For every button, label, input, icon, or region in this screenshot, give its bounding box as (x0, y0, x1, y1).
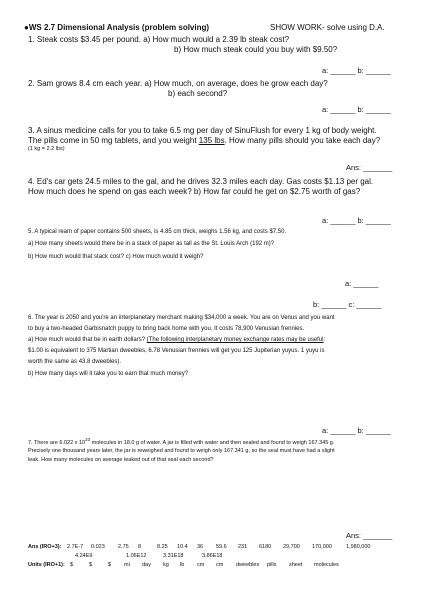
question-2-answer-blanks: a: ______ b: ______ (322, 105, 391, 114)
unit-value: $ (89, 562, 93, 568)
answer-value: 8 (138, 544, 142, 550)
question-2-line-2: b) each second? (168, 89, 228, 98)
answer-value: 3.31E18 (163, 553, 184, 559)
question-5-answer-a-blank: a: ______ (345, 279, 379, 288)
answer-value: 1.06E12 (126, 553, 147, 559)
unit-value: $ (108, 562, 112, 568)
answer-value: 4.24E9 (75, 553, 93, 559)
unit-value: kg (163, 562, 169, 568)
question-1-line-1: 1. Steak costs $3.45 per pound. a) How much would a 2.39 lb steak cost? (28, 35, 290, 44)
units-key-label: Units (IRO+1): (28, 562, 65, 568)
question-6-line-1: 6. The year is 2050 and you're an interplanetary merchant making $34,000 a week. You are on Venus and you want (28, 315, 335, 321)
unit-value: lb (180, 562, 185, 568)
question-3-line-2: The pills come in 50 mg tablets, and you weight 135 lbs. How many pills should you take each day? (28, 136, 381, 145)
answer-value: 10.4 (177, 544, 188, 550)
answer-value: 6180 (259, 544, 272, 550)
question-6-answer-blanks: a: ______ b: ______ (322, 426, 391, 435)
answer-value: 1,980,000 (346, 544, 371, 550)
question-6-line-6: b) How many days will it take you to earn that much money? (28, 371, 189, 377)
question-7-line-1: 7. There are 6.022 x $10^{23}$ molecules in 18.0 g of water. A jar is filled with water and then sealed and found to weigh 167.345 g. (28, 437, 335, 446)
question-4-line-2: How much does he spend on gas each week? b) How far could he get on $2.75 worth of gas? (28, 187, 361, 196)
question-7-line-3: leak. How many molecules on average leaked out of that seal each second? (28, 457, 214, 463)
answer-value: 36 (197, 544, 204, 550)
answer-value: 59.6 (216, 544, 227, 550)
question-4-line-1: 4. Ed's car gets 24.5 miles to the gal, and he drives 32.3 miles each day. Gas costs $1.13 per gal. (28, 177, 374, 186)
answer-value: 231 (238, 544, 248, 550)
unit-value: sheet (289, 562, 303, 568)
unit-value: cm (197, 562, 205, 568)
question-6-line-4: $1.00 is equivalent to 375 Martian dweebles, 6.78 Venusian frennies will get you 125 Jupiterian yuyus. 1 yuyu is (28, 348, 325, 354)
question-1-answer-blanks: a: ______ b: ______ (322, 66, 391, 75)
unit-value: molecules (314, 562, 339, 568)
question-6-line-3: a) How much would that be in earth dollars? (The following interplanetary money exchange rates may be useful: (28, 337, 326, 343)
unit-value: day (142, 562, 151, 568)
answer-value: 2.75 (118, 544, 129, 550)
answer-value: 2.7E-7 (67, 544, 84, 550)
question-4-answer-blanks: a: ______ b: ______ (322, 216, 391, 225)
unit-value: cm (216, 562, 224, 568)
answer-value: 29,700 (283, 544, 300, 550)
question-3-conversion-note: (1 kg = 2.2 lbs) (28, 146, 65, 152)
answer-value: 8.25 (157, 544, 168, 550)
question-5-answer-bc-blanks: b: ______ c: ______ (313, 300, 382, 309)
answer-value: 0.023 (91, 544, 105, 550)
question-2-line-1: 2. Sam grows 8.4 cm each year. a) How much, on average, does he grow each day? (28, 79, 328, 88)
question-1-line-2: b) How much steak could you buy with $9.50? (174, 45, 338, 54)
instruction-text: SHOW WORK- solve using D.A. (270, 23, 385, 32)
question-7-line-2: Precisely one thousand years later, the jar is reweighed and found to weigh only 167.341 g, so the seal must have had a slight (28, 448, 335, 454)
answer-value: 170,000 (312, 544, 332, 550)
unit-value: dweebles (236, 562, 260, 568)
answer-key-label: Ans (IRO+3): (28, 544, 62, 550)
bullet-icon: ● (24, 23, 29, 32)
unit-value: mi (124, 562, 130, 568)
question-5-line-1: 5. A typical ream of paper contains 500 sheets, is 4.85 cm thick, weighs 1.56 kg, and costs $7.50. (28, 229, 287, 235)
question-5-line-3: b) How much would that stack cost? c) How much would it weigh? (28, 254, 204, 260)
question-5-line-2: a) How many sheets would there be in a stack of paper as tall as the St. Louis Arch (192 m)? (28, 241, 275, 247)
unit-value: pills (267, 562, 277, 568)
question-7-answer-blank: Ans: _______ (346, 531, 393, 540)
answer-value: 3.86E18 (202, 553, 223, 559)
question-3-answer-blank: Ans: _______ (346, 163, 393, 172)
question-3-line-1: 3. A sinus medicine calls for you to take 6.5 mg per day of SinuFlush for every 1 kg of body weight. (28, 126, 377, 135)
question-6-line-2: to buy a two-headed Garbisnatch puppy to bring back home with you. It costs 78,900 Venusian frennies. (28, 326, 305, 332)
question-6-line-5: worth the same as 43.8 dweebles). (28, 359, 122, 365)
worksheet-title: ●WS 2.7 Dimensional Analysis (problem solving) (24, 23, 210, 32)
unit-value: $ (70, 562, 74, 568)
